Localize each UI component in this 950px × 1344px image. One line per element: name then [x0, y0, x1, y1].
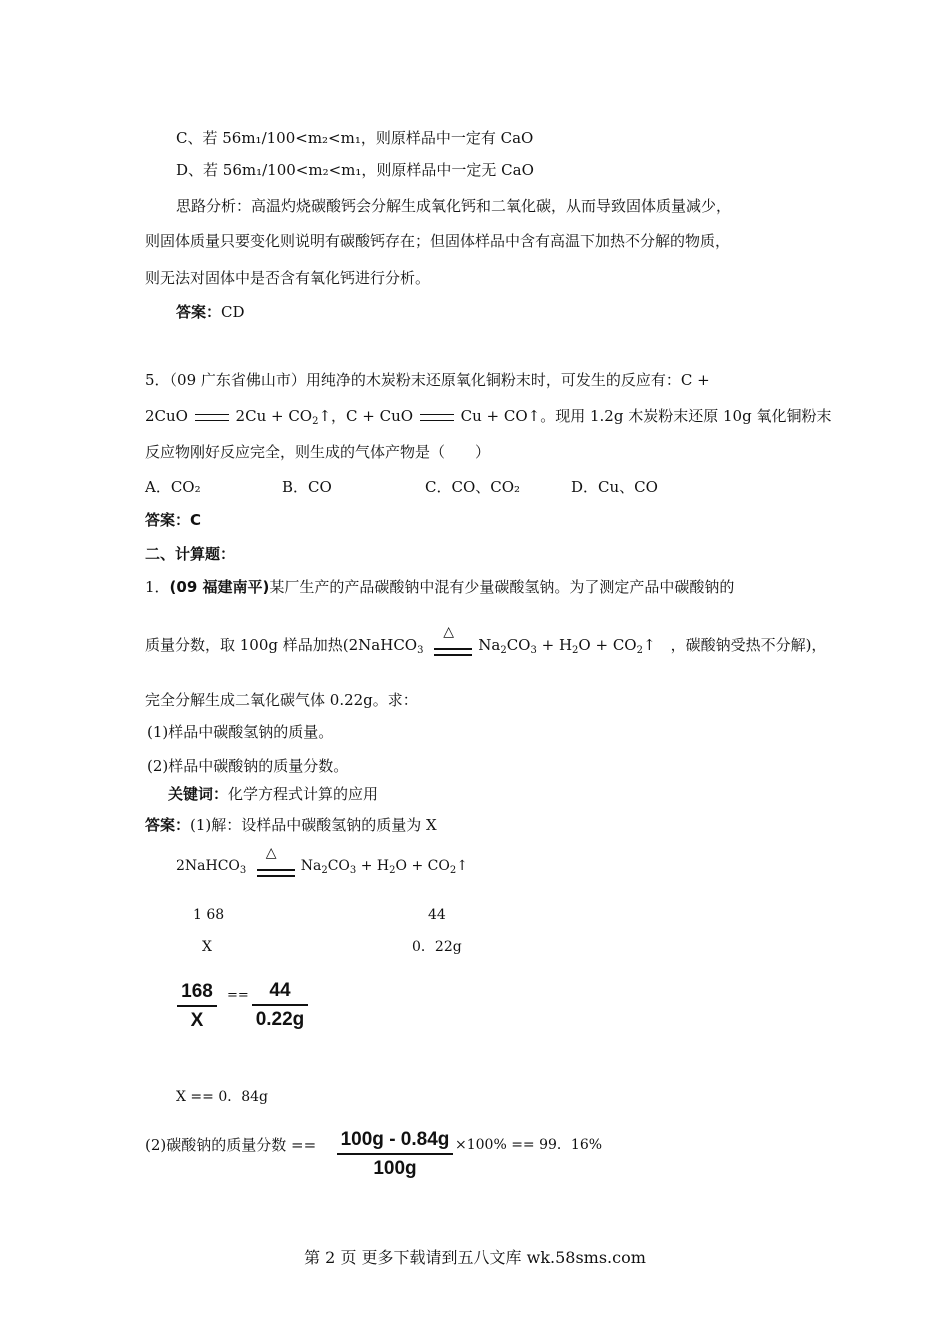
option-c: C、若 56m₁/100<m₂<m₁，则原样品中一定有 CaO — [176, 129, 534, 147]
fraction-3-numerator: 100g - 0.84g — [337, 1129, 453, 1155]
mass-left: 1 68 — [193, 907, 225, 923]
part2-result: ×100% == 99．16% — [455, 1137, 603, 1153]
mass-right: 44 — [428, 907, 446, 923]
var-right: 0．22g — [412, 939, 462, 955]
fraction-3 — [337, 1129, 453, 1181]
heat-equals-icon: △ — [253, 856, 299, 876]
q4-answer-value: CD — [221, 303, 245, 321]
q5-line-1: 5．（09 广东省佛山市）用纯净的木炭粉末还原氧化铜粉末时，可发生的反应有：C + — [145, 371, 710, 389]
calc-q1-line-2-post: ，碳酸钠受热不分解)， — [670, 636, 827, 654]
q5-reactant-1: 2CuO — [145, 407, 188, 425]
q4-answer-label: 答案： — [176, 303, 222, 321]
heat-equals-icon: △ — [430, 635, 476, 655]
q5-product-2: Cu + CO↑。现用 1.2g 木炭粉末还原 10g 氧化铜粉末 — [460, 407, 832, 425]
equals-bar-icon — [420, 414, 454, 421]
q5-line-2: 2CuO $2Cu + CO_2↑$，C + CuO Cu + CO↑。现用 1.2g 木炭粉末还原 10g 氧化铜粉末 — [145, 407, 832, 427]
keyword — [168, 784, 378, 804]
calc-answer-text: (1)解：设样品中碳酸氢钠的质量为 X — [190, 816, 437, 834]
q5-option-a: A．CO₂ — [145, 478, 201, 496]
calc-q1-line-2-pre: 质量分数，取 100g 样品加热(2NaHCO — [145, 636, 418, 654]
fraction-3-denominator: 100g — [373, 1158, 417, 1179]
analysis-line-1: 思路分析：高温灼烧碳酸钙会分解生成氧化钙和二氧化碳，从而导致固体质量减少， — [176, 197, 732, 215]
fraction-1 — [177, 981, 217, 1033]
section-heading: 二、计算题： — [145, 545, 236, 563]
equals-bar-icon — [195, 414, 229, 421]
calc-q1-line-1 — [145, 577, 734, 597]
calc-q1-source: (09 福建南平) — [169, 578, 270, 596]
sub-question-1: (1)样品中碳酸氢钠的质量。 — [147, 723, 334, 741]
calc-q1-line-3: 完全分解生成二氧化碳气体 0.22g。求： — [145, 691, 418, 709]
var-left: X — [202, 939, 212, 955]
q5-option-c: C．CO、CO₂ — [425, 478, 521, 496]
sub-question-2: (2)样品中碳酸钠的质量分数。 — [147, 757, 349, 775]
q5-line-3: 反应物刚好反应完全，则生成的气体产物是（ ） — [145, 443, 491, 461]
calc-q1-line-2: 质量分数，取 100g 样品加热(2NaHCO$_3$ △ $Na_2CO_3 + H_2O$ + $CO_2↑$ ，碳酸钠受热不分解)， — [145, 624, 827, 656]
solution-equation: 2NaHCO$_3$ △ $Na_2CO_3 + H_2O$ + $CO_2↑$ — [176, 845, 468, 876]
fraction-1-numerator: 168 — [177, 981, 217, 1007]
q5-reactant-2: ↑，C + CuO — [318, 407, 414, 425]
fraction-1-denominator: X — [190, 1010, 204, 1031]
q5-answer: 答案：C — [145, 511, 202, 529]
fraction-2-numerator: 44 — [252, 980, 308, 1006]
part2-label: (2)碳酸钠的质量分数 == — [145, 1136, 317, 1154]
q5-product-1: 2Cu + CO — [235, 407, 313, 425]
fraction-equals: == — [227, 988, 249, 1003]
calc-answer — [145, 815, 437, 835]
option-d: D、若 56m₁/100<m₂<m₁，则原样品中一定无 CaO — [176, 161, 534, 179]
result-x: X == 0．84g — [176, 1089, 269, 1105]
keyword-text: 化学方程式计算的应用 — [228, 785, 379, 803]
calc-q1-text: 某厂生产的产品碳酸钠中混有少量碳酸氢钠。为了测定产品中碳酸钠的 — [269, 578, 735, 596]
calc-q1-number: 1． — [145, 578, 170, 596]
calc-answer-label: 答案： — [145, 816, 191, 834]
keyword-label: 关键词： — [168, 785, 229, 803]
q4-answer — [176, 302, 245, 322]
analysis-line-3: 则无法对固体中是否含有氧化钙进行分析。 — [145, 269, 431, 287]
page-footer: 第 2 页 更多下载请到五八文库 wk.58sms.com — [304, 1248, 646, 1267]
q5-option-b: B．CO — [282, 478, 332, 496]
q5-option-d: D．Cu、CO — [571, 478, 658, 496]
fraction-2 — [252, 980, 308, 1032]
analysis-line-2: 则固体质量只要变化则说明有碳酸钙存在；但固体样品中含有高温下加热不分解的物质， — [145, 232, 731, 250]
fraction-2-denominator: 0.22g — [255, 1009, 305, 1030]
solution-equation-left: 2NaHCO — [176, 858, 240, 874]
